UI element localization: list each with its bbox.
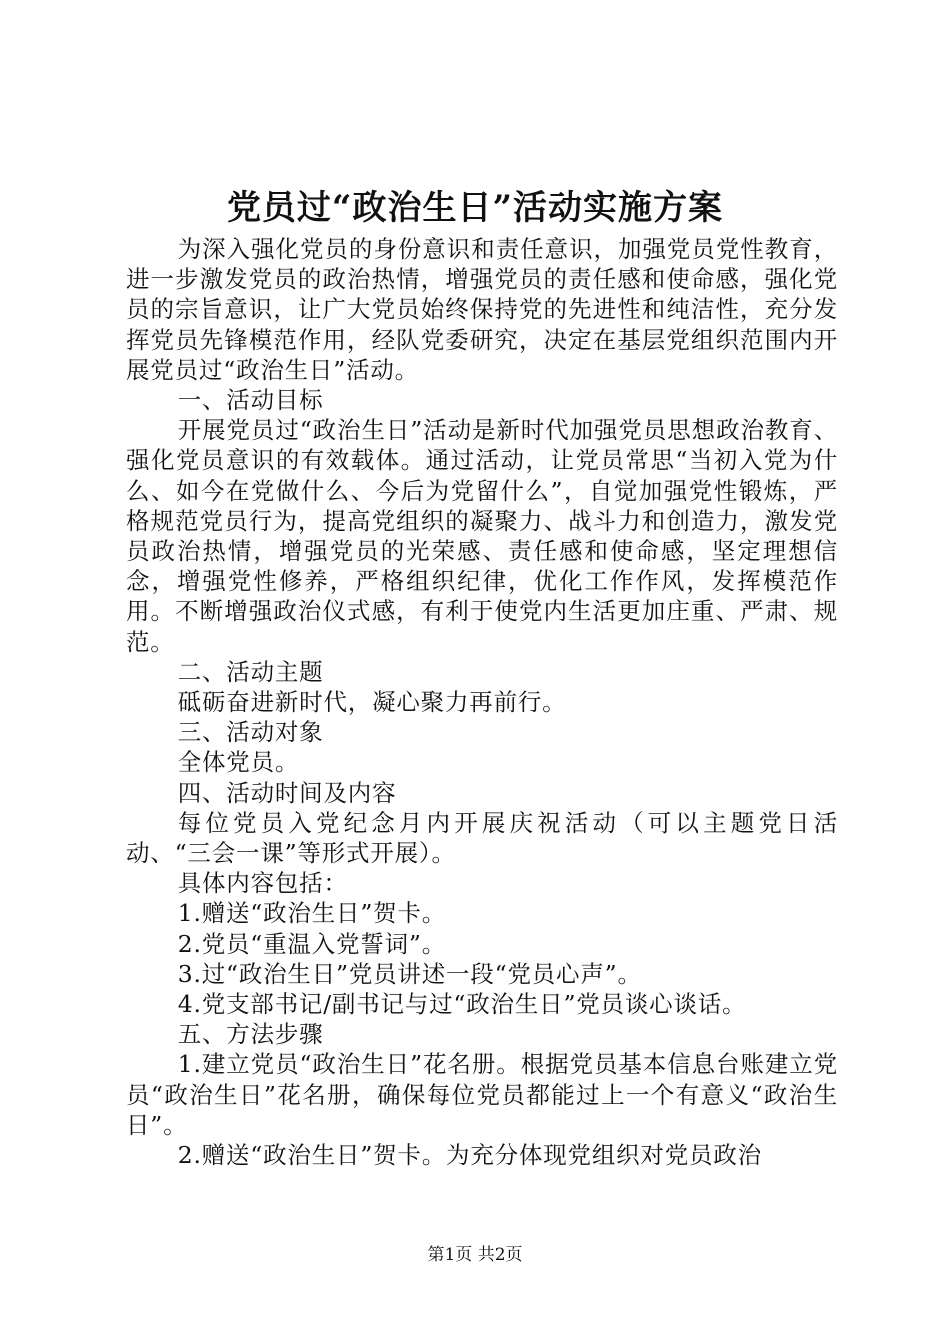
page-footer: 第1页 共2页 [427, 1245, 523, 1265]
document-body [126, 234, 838, 1170]
paragraph-step-1: 1.建立党员“政治生日”花名册。根据党员基本信息台账建立党员“政治生日”花名册，确保每位党员都能过上一个有意义“政治生日”。 [126, 1050, 838, 1139]
paragraph-theme: 砥砺奋进新时代，凝心聚力再前行。 [177, 688, 567, 717]
document-title: 党员过“政治生日”活动实施方案 [226, 188, 724, 228]
section-heading-3: 三、活动对象 [177, 718, 324, 747]
paragraph-time: 每位党员入党纪念月内开展庆祝活动（可以主题党日活动、“三会一课”等形式开展）。 [126, 808, 838, 868]
paragraph-step-2: 2.赠送“政治生日”贺卡。为充分体现党组织对党员政治 [177, 1141, 762, 1170]
paragraph-content-intro: 具体内容包括： [177, 869, 348, 898]
list-item: 2.党员“重温入党誓词”。 [177, 929, 447, 958]
paragraph-goal: 开展党员过“政治生日”活动是新时代加强党员思想政治教育、强化党员意识的有效载体。通过活动，让党员常思“当初入党为什么、如今在党做什么、今后为党留什么”，自觉加强党性锻炼，严格规范党员行为，提高党组织的凝聚力、战斗力和创造力，激发党员政治热情，增强党员的光荣感、责任感和使命感，坚定理想信念，增强党性修养，严格组织纪律，优化工作作风，发挥模范作用。不断增强政治仪式感，有利于使党内生活更加庄重、严肃、规范。 [126, 416, 838, 656]
section-heading-4: 四、活动时间及内容 [177, 778, 397, 807]
paragraph-intro: 为深入强化党员的身份意识和责任意识，加强党员党性教育，进一步激发党员的政治热情，增强党员的责任感和使命感，强化党员的宗旨意识，让广大党员始终保持党的先进性和纯洁性，充分发挥党员先锋模范作用，经队党委研究，决定在基层党组织范围内开展党员过“政治生日”活动。 [126, 235, 838, 384]
section-heading-1: 一、活动目标 [177, 386, 324, 415]
paragraph-target: 全体党员。 [177, 748, 300, 777]
list-item: 1.赠送“政治生日”贺卡。 [177, 899, 447, 928]
list-item: 4.党支部书记/副书记与过“政治生日”党员谈心谈话。 [177, 990, 747, 1019]
section-heading-2: 二、活动主题 [177, 657, 324, 686]
list-item: 3.过“政治生日”党员讲述一段“党员心声”。 [177, 959, 642, 988]
section-heading-5: 五、方法步骤 [177, 1020, 324, 1049]
